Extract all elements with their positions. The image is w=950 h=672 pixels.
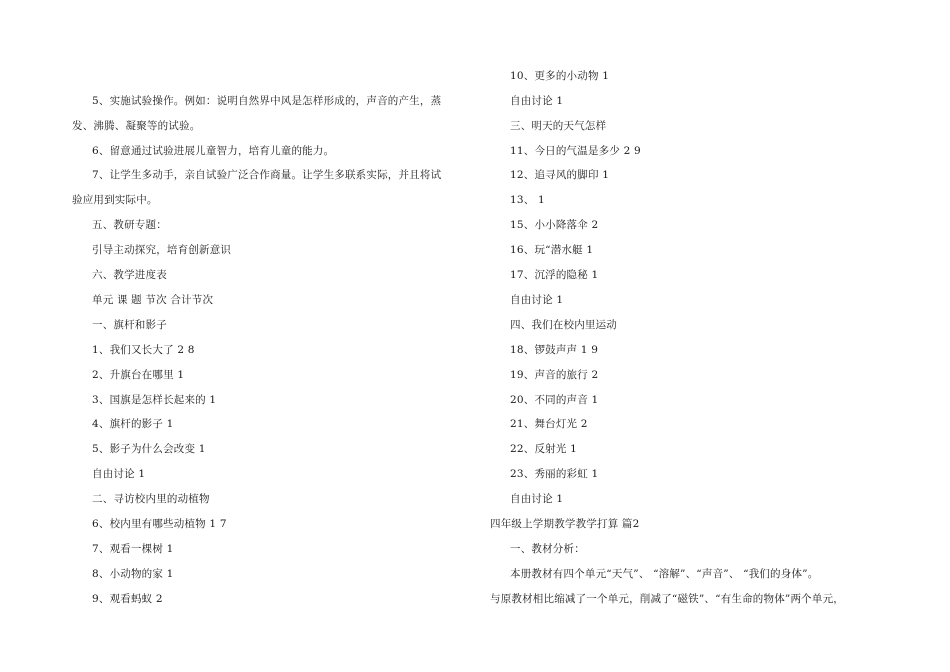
section-heading: 一、教材分析： (510, 543, 585, 555)
lesson-line: 21、舞台灯光 2 (510, 418, 588, 430)
lesson-line: 2、升旗台在哪里 1 (92, 369, 185, 381)
unit-heading: 三、明天的天气怎样 (510, 120, 607, 132)
unit-heading: 四、我们在校内里运动 (510, 319, 617, 331)
lesson-line: 22、反射光 1 (510, 443, 577, 455)
document-title: 四年级上学期教学教学打算 篇2 (490, 518, 640, 530)
lesson-line: 19、声音的旅行 2 (510, 369, 599, 381)
section-heading: 六、教学进度表 (92, 269, 167, 281)
lesson-line: 自由讨论 1 (92, 468, 146, 480)
lesson-line: 10、更多的小动物 1 (510, 70, 610, 82)
lesson-line: 18、锣鼓声声 1 9 (510, 344, 599, 356)
lesson-line: 11、今日的气温是多少 2 9 (510, 145, 641, 157)
lesson-line: 23、秀丽的彩虹 1 (510, 468, 599, 480)
lesson-line: 12、追寻风的脚印 1 (510, 169, 610, 181)
lesson-line: 8、小动物的家 1 (92, 568, 174, 580)
lesson-line: 自由讨论 1 (510, 294, 564, 306)
unit-heading: 二、寻访校内里的动植物 (92, 493, 210, 505)
paragraph-line: 验应用到实际中。 (72, 194, 158, 206)
table-header-line: 单元 课 题 节次 合计节次 (92, 294, 214, 306)
paragraph-line: 7、让学生多动手，亲自试验广泛合作商量。让学生多联系实际，并且将试 (92, 169, 442, 181)
paragraph-line: 与原教材相比缩减了一个单元，削减了“磁铁”、“有生命的物体”两个单元， (490, 593, 844, 605)
lesson-line: 16、玩“潜水艇 1 (510, 244, 594, 256)
lesson-line: 17、沉浮的隐秘 1 (510, 269, 599, 281)
lesson-line: 3、国旗是怎样长起来的 1 (92, 394, 217, 406)
paragraph-line: 5、实施试验操作。例如：说明自然界中风是怎样形成的，声音的产生，蒸 (92, 95, 442, 107)
lesson-line: 1、我们又长大了 2 8 (92, 344, 195, 356)
unit-heading: 一、旗杆和影子 (92, 319, 167, 331)
paragraph-line: 6、留意通过试验进展儿童智力，培育儿童的能力。 (92, 145, 335, 157)
lesson-line: 6、校内里有哪些动植物 1 7 (92, 518, 227, 530)
lesson-line: 20、不同的声音 1 (510, 394, 599, 406)
paragraph-line: 发、沸腾、凝聚等的试验。 (72, 120, 201, 132)
lesson-line: 自由讨论 1 (510, 493, 564, 505)
lesson-line: 9、观看蚂蚁 2 (92, 593, 163, 605)
section-heading: 五、教研专题： (92, 219, 167, 231)
lesson-line: 4、旗杆的影子 1 (92, 418, 174, 430)
paragraph-line: 引导主动探究，培育创新意识 (92, 244, 232, 256)
lesson-line: 自由讨论 1 (510, 95, 564, 107)
lesson-line: 7、观看一棵树 1 (92, 543, 174, 555)
lesson-line: 13、 1 (510, 194, 545, 206)
paragraph-line: 本册教材有四个单元“天气”、 “溶解”、“声音”、 “我们的身体”。 (510, 568, 819, 580)
lesson-line: 5、影子为什么会改变 1 (92, 443, 206, 455)
lesson-line: 15、小小降落伞 2 (510, 219, 599, 231)
